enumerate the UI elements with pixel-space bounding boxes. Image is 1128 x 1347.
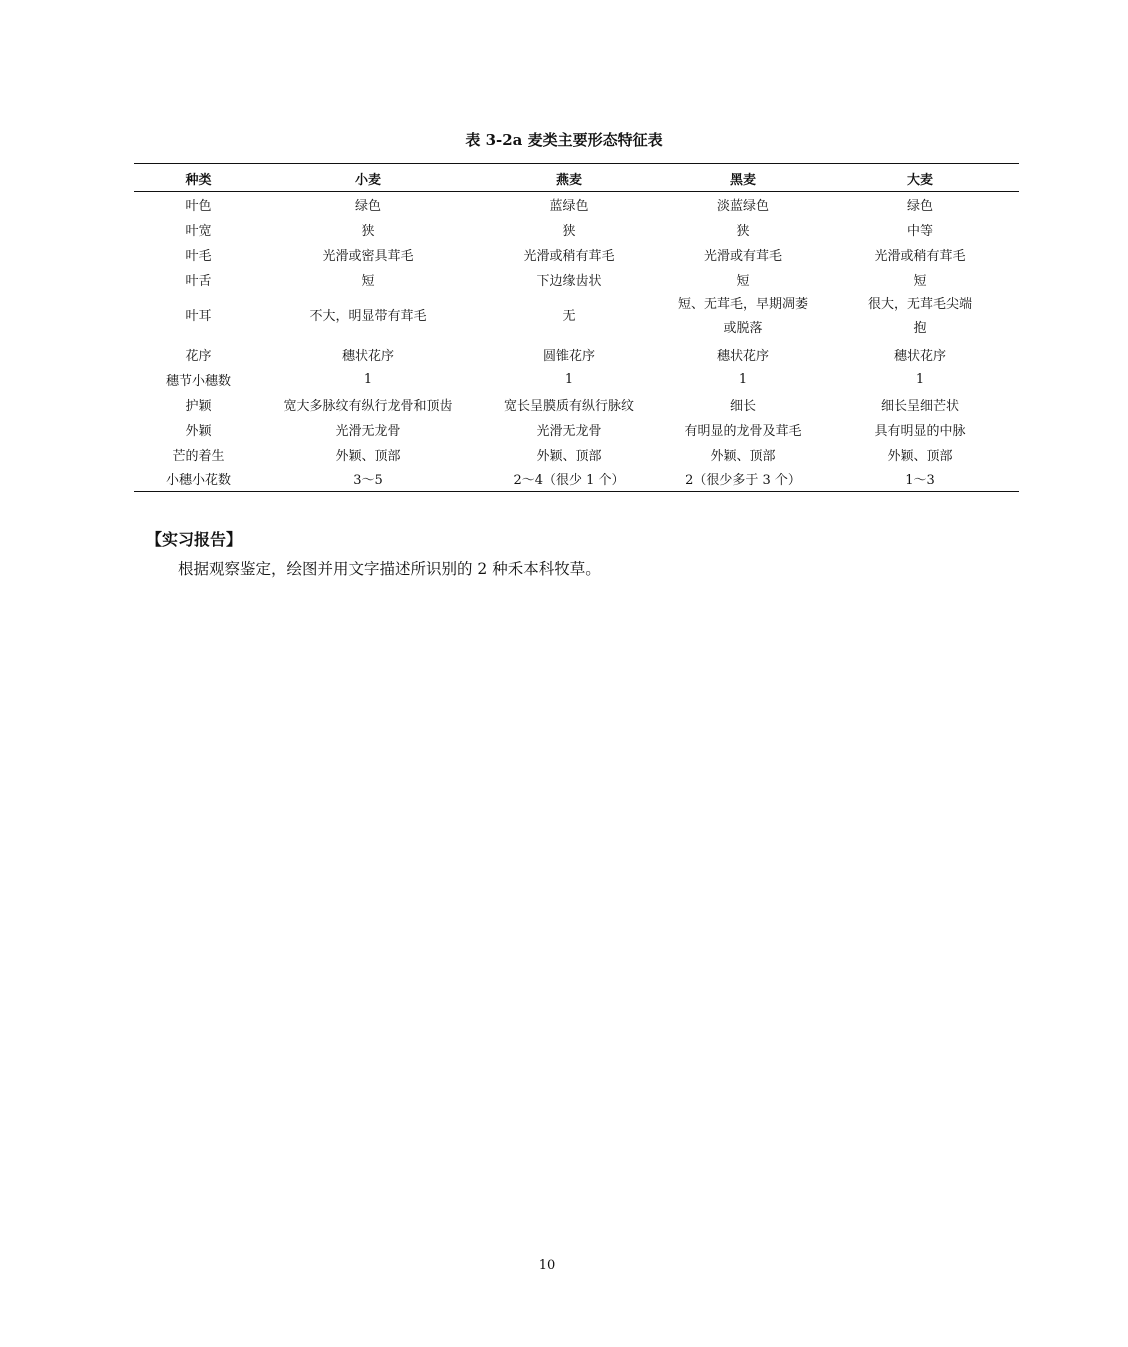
- table-cell: 细长: [729, 398, 756, 414]
- table-cell: 芒的着生: [172, 448, 225, 464]
- table-cell: 细长呈细芒状: [880, 398, 959, 414]
- table-caption: 表 3-2a 麦类主要形态特征表: [465, 131, 663, 149]
- table-cell: 花序: [185, 348, 212, 364]
- table-cell: 小穗小花数: [134, 467, 263, 492]
- table-row: [134, 242, 1019, 267]
- cell-line: 短、无茸毛，早期凋萎: [677, 296, 808, 312]
- table-cell: 狭: [361, 223, 375, 239]
- table-cell: 圆锥花序: [542, 348, 595, 364]
- table-cell: 绿色: [354, 198, 381, 214]
- header-cell: 小麦: [263, 164, 473, 192]
- table-cell: 外颖、顶部: [536, 448, 602, 464]
- table-cell: 无: [562, 308, 576, 324]
- table-cell: 短: [913, 273, 927, 289]
- table-cell: 宽大多脉纹有纵行龙骨和顶齿: [283, 398, 453, 414]
- table-cell: 不大，明显带有茸毛: [309, 308, 427, 324]
- table-cell: 外颖、顶部: [887, 448, 953, 464]
- table-container: [134, 163, 972, 492]
- table-cell: 叶宽: [185, 223, 212, 239]
- table-cell: 穗状花序: [716, 348, 769, 364]
- table-cell: 光滑或稍有茸毛: [523, 248, 615, 264]
- table-row: [134, 367, 1019, 392]
- cell-line: 或脱落: [723, 320, 763, 336]
- table-cell: 绿色: [906, 198, 933, 214]
- table-row: [134, 267, 1019, 292]
- table-cell: 狭: [736, 223, 750, 239]
- table-cell: 1～3: [821, 467, 1019, 492]
- table-cell: 下边缘齿状: [536, 273, 602, 289]
- table-cell: 护颖: [185, 398, 212, 414]
- table-cell: [665, 292, 821, 342]
- table-row: [134, 392, 1019, 417]
- header-cell: 种类: [134, 164, 263, 192]
- header-cell: 燕麦: [473, 164, 665, 192]
- table-cell: [821, 292, 1019, 342]
- table-cell: 蓝绿色: [549, 198, 589, 214]
- section-title: 【实习报告】: [146, 530, 243, 549]
- table-row: [134, 442, 1019, 467]
- table-cell: 光滑或稍有茸毛: [874, 248, 966, 264]
- cell-line: 很大，无茸毛尖端: [867, 296, 972, 312]
- table-cell: 光滑无龙骨: [536, 423, 602, 439]
- table-cell: 宽长呈膜质有纵行脉纹: [503, 398, 634, 414]
- table-cell: 穗状花序: [893, 348, 946, 364]
- table-cell: 具有明显的中脉: [874, 423, 966, 439]
- table-cell: 叶舌: [185, 273, 212, 289]
- report-instruction: 根据观察鉴定，绘图并用文字描述所识别的 2 种禾本科牧草。: [178, 560, 601, 578]
- page-number: 10: [538, 1258, 556, 1273]
- table-cell: 短: [736, 273, 750, 289]
- table-cell: 外颖、顶部: [710, 448, 776, 464]
- table-cell: 叶色: [185, 198, 212, 214]
- table-cell: 光滑无龙骨: [335, 423, 401, 439]
- table-cell: 1: [738, 371, 748, 387]
- header-cell: 大麦: [821, 164, 1019, 192]
- table-row: [134, 467, 1019, 492]
- table-cell: 1: [915, 371, 925, 387]
- table-cell: 1: [564, 371, 574, 387]
- table-cell: 光滑或密具茸毛: [322, 248, 414, 264]
- table-row: [134, 292, 1019, 342]
- table-cell: 外颖、顶部: [335, 448, 401, 464]
- table-cell: 光滑或有茸毛: [703, 248, 782, 264]
- table-cell: 叶毛: [185, 248, 212, 264]
- table-cell: 有明显的龙骨及茸毛: [684, 423, 802, 439]
- cell-line: 抱: [913, 320, 927, 336]
- table-row: [134, 217, 1019, 242]
- table-cell: 外颖: [185, 423, 212, 439]
- table-cell: 叶耳: [185, 308, 212, 324]
- table-cell: 3～5: [263, 467, 473, 492]
- table-cell: 短: [361, 273, 375, 289]
- table-cell: 中等: [906, 223, 933, 239]
- table-cell: 淡蓝绿色: [716, 198, 769, 214]
- table-cell: 狭: [562, 223, 576, 239]
- table-cell: 穗状花序: [341, 348, 394, 364]
- wheat-traits-table: [134, 163, 1019, 492]
- table-row: [134, 417, 1019, 442]
- table-cell: 2～4（很少 1 个）: [473, 467, 665, 492]
- table-cell: 2（很少多于 3 个）: [665, 467, 821, 492]
- table-cell: 1: [363, 371, 373, 387]
- header-cell: 黑麦: [665, 164, 821, 192]
- table-row: [134, 342, 1019, 367]
- table-row: [134, 192, 1019, 217]
- table-header-row: [134, 164, 1019, 192]
- table-cell: 穗节小穗数: [165, 373, 231, 389]
